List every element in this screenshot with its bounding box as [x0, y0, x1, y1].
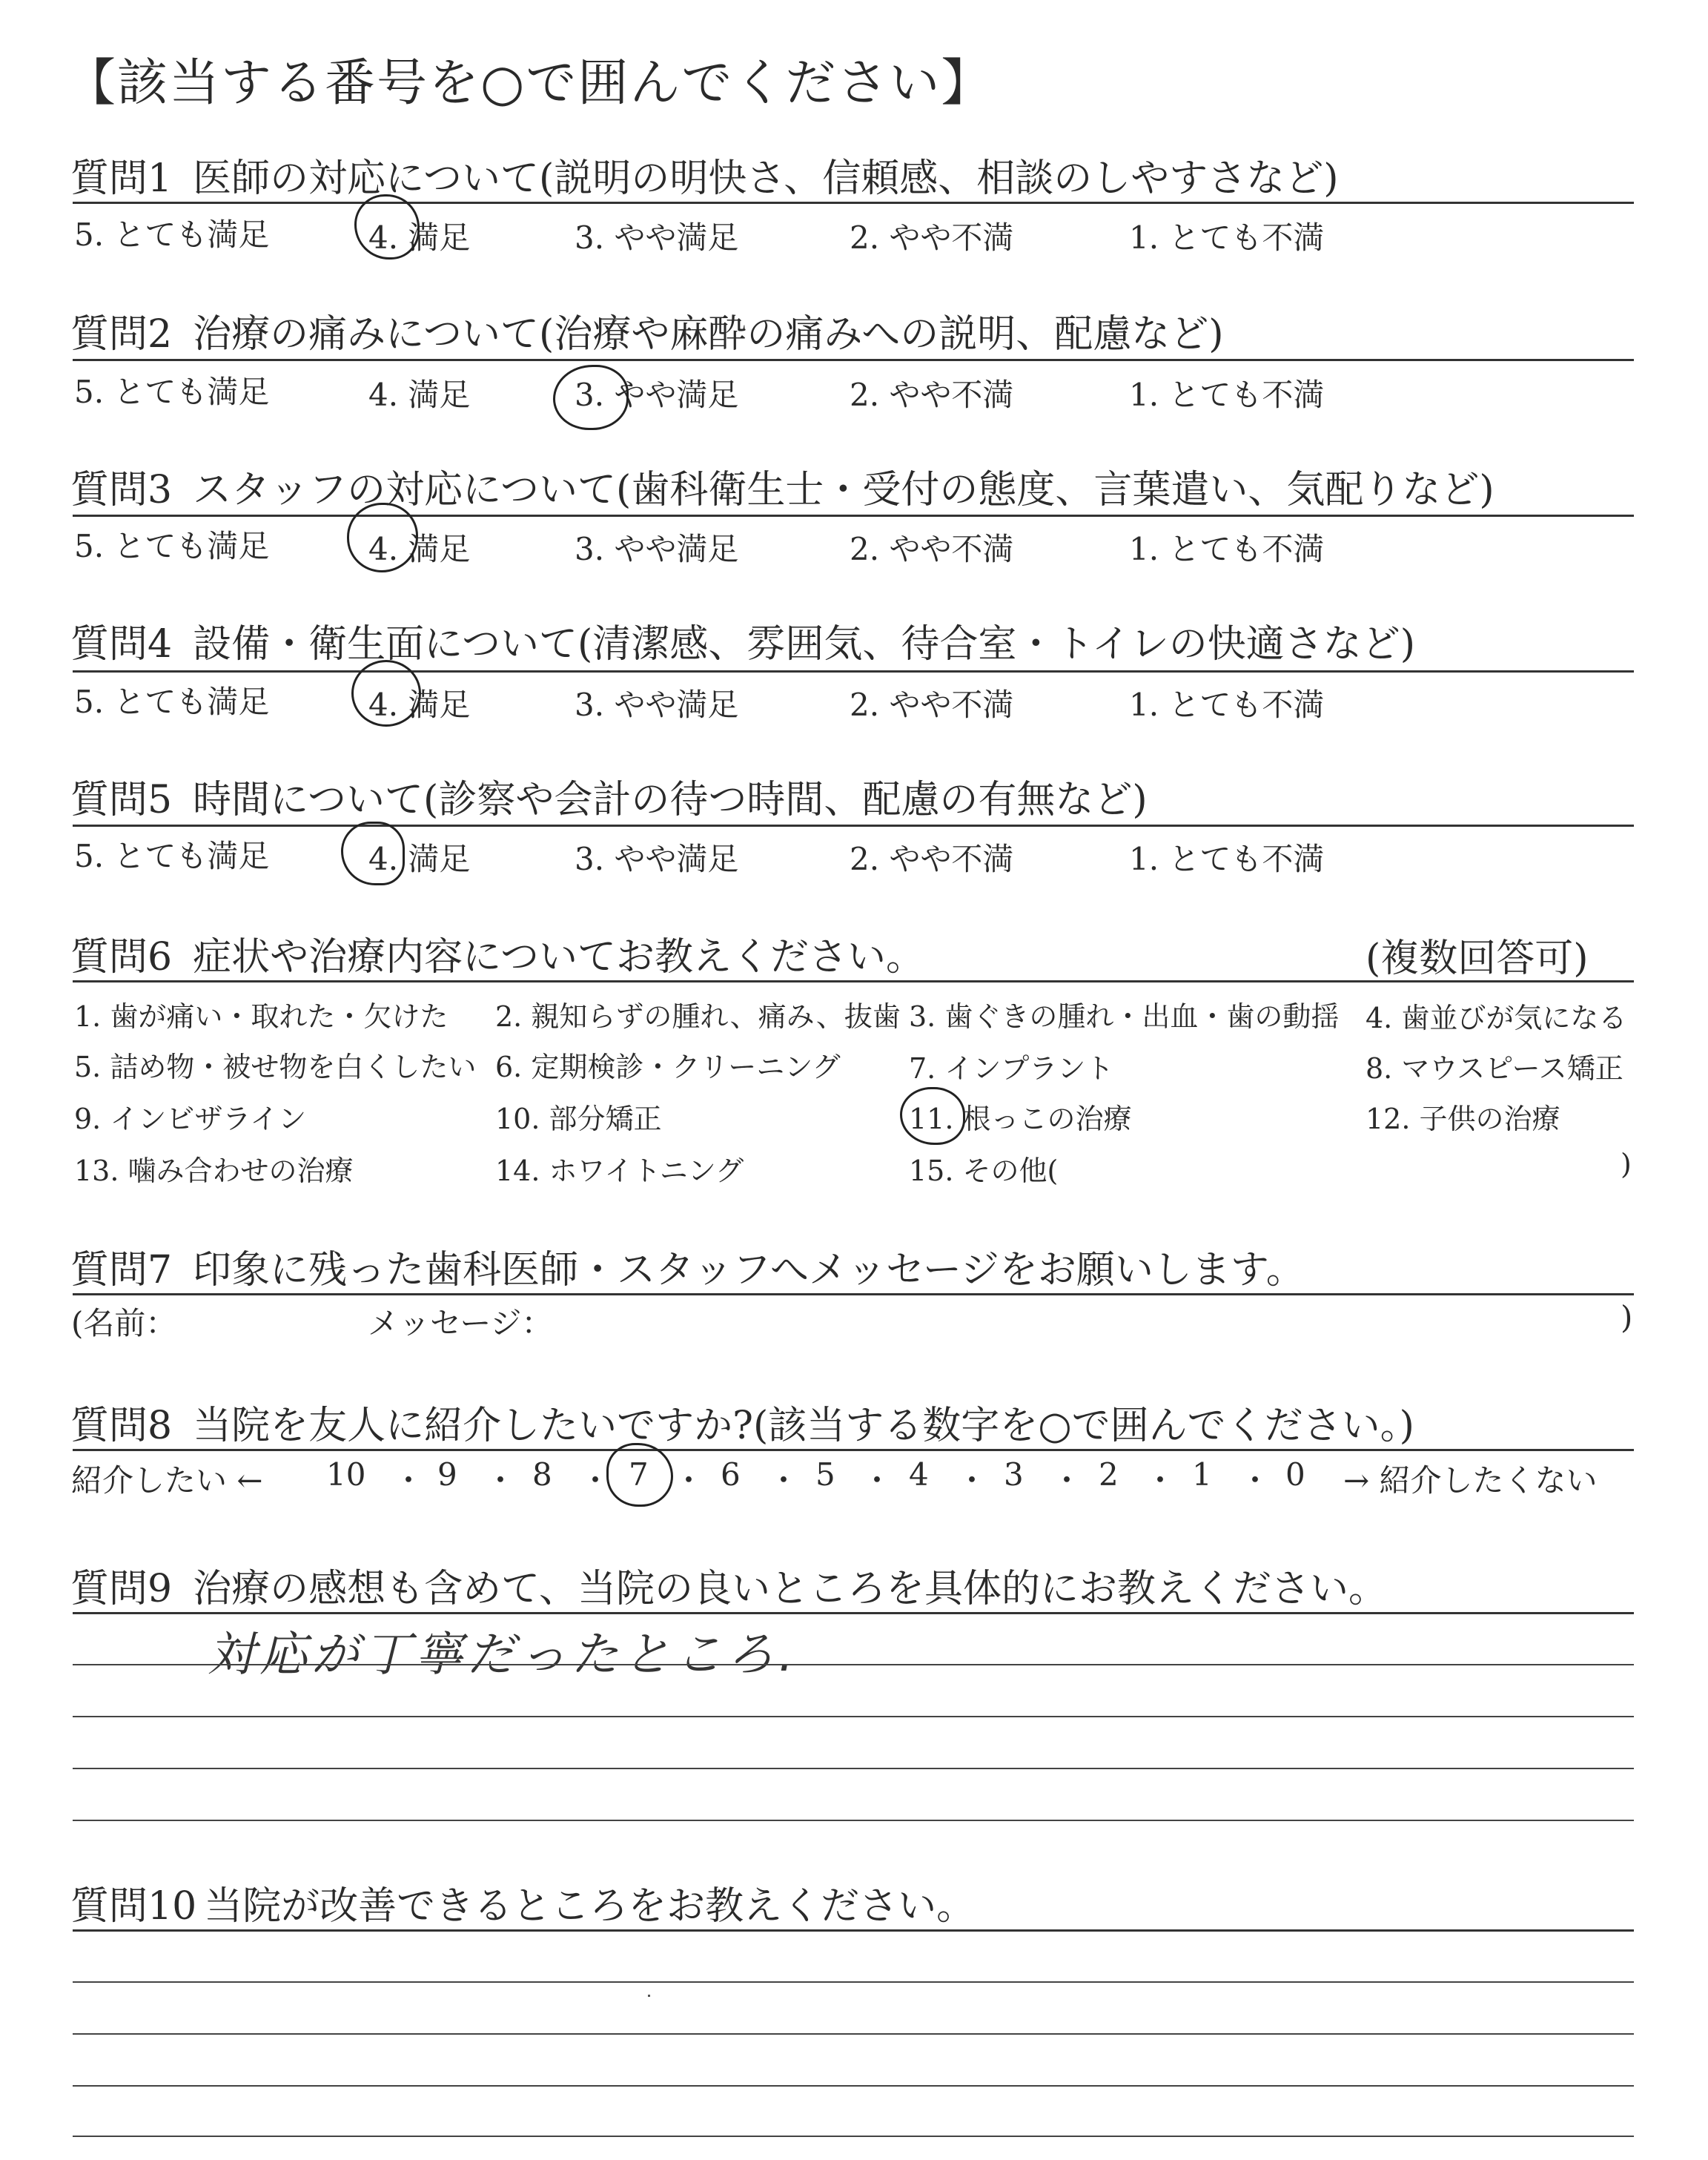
- option-1[interactable]: 1. とても不満: [1129, 219, 1325, 256]
- option-1[interactable]: 1. とても不満: [1129, 377, 1325, 413]
- selection-circle: [900, 1087, 965, 1145]
- symptom-item[interactable]: 3. 歯ぐきの腫れ・出血・歯の動揺: [909, 1000, 1340, 1033]
- symptom-item[interactable]: 1. 歯が痛い・取れた・欠けた: [74, 1000, 448, 1033]
- scale-5[interactable]: 5: [815, 1456, 835, 1493]
- question-7-title: [70, 1238, 1305, 1294]
- option-2[interactable]: 2. やや不満: [850, 687, 1014, 723]
- answer-rule: [73, 1293, 1634, 1295]
- scale-sep: ・: [673, 1462, 705, 1499]
- question-text: 治療の感想も含めて、当院の良いところを具体的にお教えください。: [193, 1567, 1388, 1611]
- option-5[interactable]: 5. とても満足: [74, 217, 270, 253]
- option-2[interactable]: 2. やや不満: [850, 219, 1014, 256]
- writing-line: [73, 1716, 1634, 1717]
- symptom-item[interactable]: 7. インプラント: [909, 1052, 1114, 1085]
- writing-line: [73, 2136, 1634, 2137]
- recommend-right-label: → 紹介したくない: [1343, 1462, 1598, 1499]
- question-number: 質問10: [70, 1884, 197, 1929]
- selection-circle: [553, 365, 629, 430]
- option-4[interactable]: 4. 満足: [368, 377, 471, 413]
- writing-line: [73, 1664, 1634, 1665]
- answer-rule: [73, 1612, 1634, 1614]
- question-number: 質問2: [70, 312, 173, 357]
- option-4[interactable]: 4. 満足: [368, 687, 471, 723]
- question-2-title: [70, 303, 1224, 358]
- question-1-title: [70, 147, 1339, 202]
- question-text: 当院が改善できるところをお教えください。: [204, 1884, 976, 1929]
- question-9-title: [70, 1557, 1387, 1613]
- message-label: メッセージ：: [368, 1305, 553, 1341]
- selection-circle: [606, 1443, 673, 1507]
- other-close-paren: ): [1621, 1148, 1632, 1180]
- question-text: 設備・衛生面について(清潔感、雰囲気、待合室・トイレの快適さなど): [193, 622, 1416, 667]
- option-1[interactable]: 1. とても不満: [1129, 841, 1325, 877]
- option-2[interactable]: 2. やや不満: [850, 841, 1014, 877]
- scale-sep: ・: [580, 1462, 612, 1499]
- question-number: 質問3: [70, 468, 173, 512]
- selection-circle: [351, 660, 421, 727]
- option-3[interactable]: 3. やや満足: [575, 377, 739, 413]
- scale-sep: ・: [485, 1462, 517, 1499]
- scale-sep: ・: [956, 1462, 988, 1499]
- question-number: 質問6: [70, 935, 173, 980]
- symptom-item[interactable]: 5. 詰め物・被せ物を白くしたい: [74, 1051, 477, 1083]
- question-text: スタッフの対応について(歯科衛生士・受付の態度、言葉遣い、気配りなど): [193, 468, 1494, 512]
- scale-9[interactable]: 9: [437, 1456, 457, 1493]
- scale-3[interactable]: 3: [1004, 1456, 1024, 1493]
- option-5[interactable]: 5. とても満足: [74, 684, 270, 720]
- question-5-title: [70, 768, 1148, 824]
- question-number: 質問8: [70, 1404, 173, 1448]
- page-title: 【該当する番号を○で囲んでください】: [65, 54, 993, 113]
- question-text: 治療の痛みについて(治療や麻酔の痛みへの説明、配慮など): [193, 312, 1224, 357]
- scale-sep: ・: [1145, 1462, 1176, 1499]
- question-number: 質問4: [70, 622, 173, 667]
- question-text: 医師の対応について(説明の明快さ、信頼感、相談のしやすさなど): [193, 156, 1339, 201]
- option-3[interactable]: 3. やや満足: [575, 841, 739, 877]
- option-1[interactable]: 1. とても不満: [1129, 531, 1325, 567]
- name-label: (名前：: [71, 1305, 177, 1341]
- option-4[interactable]: 4. 満足: [368, 531, 471, 567]
- answer-rule: [73, 670, 1634, 673]
- option-4[interactable]: 4. 満足: [368, 841, 471, 877]
- scale-8[interactable]: 8: [532, 1456, 552, 1493]
- option-5[interactable]: 5. とても満足: [74, 374, 270, 410]
- answer-rule: [73, 1449, 1634, 1451]
- option-3[interactable]: 3. やや満足: [575, 531, 739, 567]
- option-1[interactable]: 1. とても不満: [1129, 687, 1325, 723]
- answer-rule: [73, 359, 1634, 361]
- scale-sep: ・: [768, 1462, 800, 1499]
- selection-circle: [341, 822, 405, 885]
- question-text: 当院を友人に紹介したいですか?(該当する数字を○で囲んでください。): [193, 1404, 1414, 1448]
- scale-0[interactable]: 0: [1285, 1456, 1305, 1493]
- symptom-item[interactable]: 2. 親知らずの腫れ、痛み、抜歯: [495, 1000, 901, 1033]
- symptom-item[interactable]: 9. インビザライン: [74, 1103, 307, 1135]
- selection-circle: [347, 503, 418, 572]
- scale-sep: ・: [1051, 1462, 1083, 1499]
- symptom-item-other[interactable]: 15. その他(: [909, 1155, 1059, 1187]
- symptom-item[interactable]: 12. 子供の治療: [1366, 1103, 1560, 1135]
- symptom-item[interactable]: 11. 根っこの治療: [909, 1103, 1132, 1135]
- scale-sep: ・: [393, 1462, 425, 1499]
- answer-rule: [73, 980, 1634, 982]
- scale-4[interactable]: 4: [909, 1456, 929, 1493]
- question-3-title: [70, 458, 1494, 514]
- option-2[interactable]: 2. やや不満: [850, 531, 1014, 567]
- message-close-paren: ): [1621, 1299, 1633, 1335]
- question-number: 質問7: [70, 1248, 173, 1292]
- answer-rule: [73, 1929, 1634, 1932]
- question-text: 時間について(診察や会計の待つ時間、配慮の有無など): [193, 778, 1148, 822]
- scale-10[interactable]: 10: [326, 1456, 366, 1493]
- scale-sep: ・: [861, 1462, 893, 1499]
- handwritten-answer: 対応が丁寧だったところ.: [208, 1628, 798, 1682]
- answer-rule: [73, 515, 1634, 517]
- question-8-title: [70, 1394, 1414, 1450]
- scale-2[interactable]: 2: [1099, 1456, 1119, 1493]
- option-5[interactable]: 5. とても満足: [74, 838, 270, 874]
- symptom-item[interactable]: 13. 噛み合わせの治療: [74, 1155, 354, 1187]
- option-5[interactable]: 5. とても満足: [74, 528, 270, 564]
- symptom-item[interactable]: 6. 定期検診・クリーニング: [495, 1051, 841, 1083]
- selection-circle: [354, 194, 420, 260]
- scale-7[interactable]: 7: [629, 1456, 649, 1493]
- answer-rule: [73, 825, 1634, 827]
- writing-line: [73, 1981, 1634, 1983]
- option-3[interactable]: 3. やや満足: [575, 219, 739, 256]
- scale-1[interactable]: 1: [1192, 1456, 1212, 1493]
- question-10-title: [70, 1875, 975, 1930]
- answer-rule: [73, 202, 1634, 204]
- writing-line: [73, 1820, 1634, 1821]
- question-4-title: [70, 612, 1415, 668]
- question-6-title: [70, 925, 924, 981]
- symptom-item[interactable]: 14. ホワイトニング: [495, 1155, 744, 1187]
- option-2[interactable]: 2. やや不満: [850, 377, 1014, 413]
- symptom-item[interactable]: 8. マウスピース矯正: [1366, 1052, 1623, 1085]
- option-4[interactable]: 4. 満足: [368, 219, 471, 256]
- writing-line: [73, 2033, 1634, 2035]
- question-text: 症状や治療内容についてお教えください。: [193, 935, 925, 980]
- symptom-item[interactable]: 10. 部分矯正: [495, 1103, 662, 1135]
- scale-sep: ・: [1239, 1462, 1271, 1499]
- multiple-answer-note: (複数回答可): [1366, 937, 1589, 981]
- scale-6[interactable]: 6: [721, 1456, 741, 1493]
- question-text: 印象に残った歯科医師・スタッフへメッセージをお願いします。: [193, 1248, 1305, 1292]
- option-3[interactable]: 3. やや満足: [575, 687, 739, 723]
- writing-line: [73, 1768, 1634, 1769]
- question-number: 質問5: [70, 778, 173, 822]
- question-number: 質問9: [70, 1567, 173, 1611]
- writing-line: [73, 2085, 1634, 2087]
- scan-speck: [648, 1995, 650, 1997]
- symptom-item[interactable]: 4. 歯並びが気になる: [1366, 1002, 1627, 1034]
- recommend-left-label: 紹介したい ←: [71, 1462, 263, 1499]
- question-number: 質問1: [70, 156, 173, 201]
